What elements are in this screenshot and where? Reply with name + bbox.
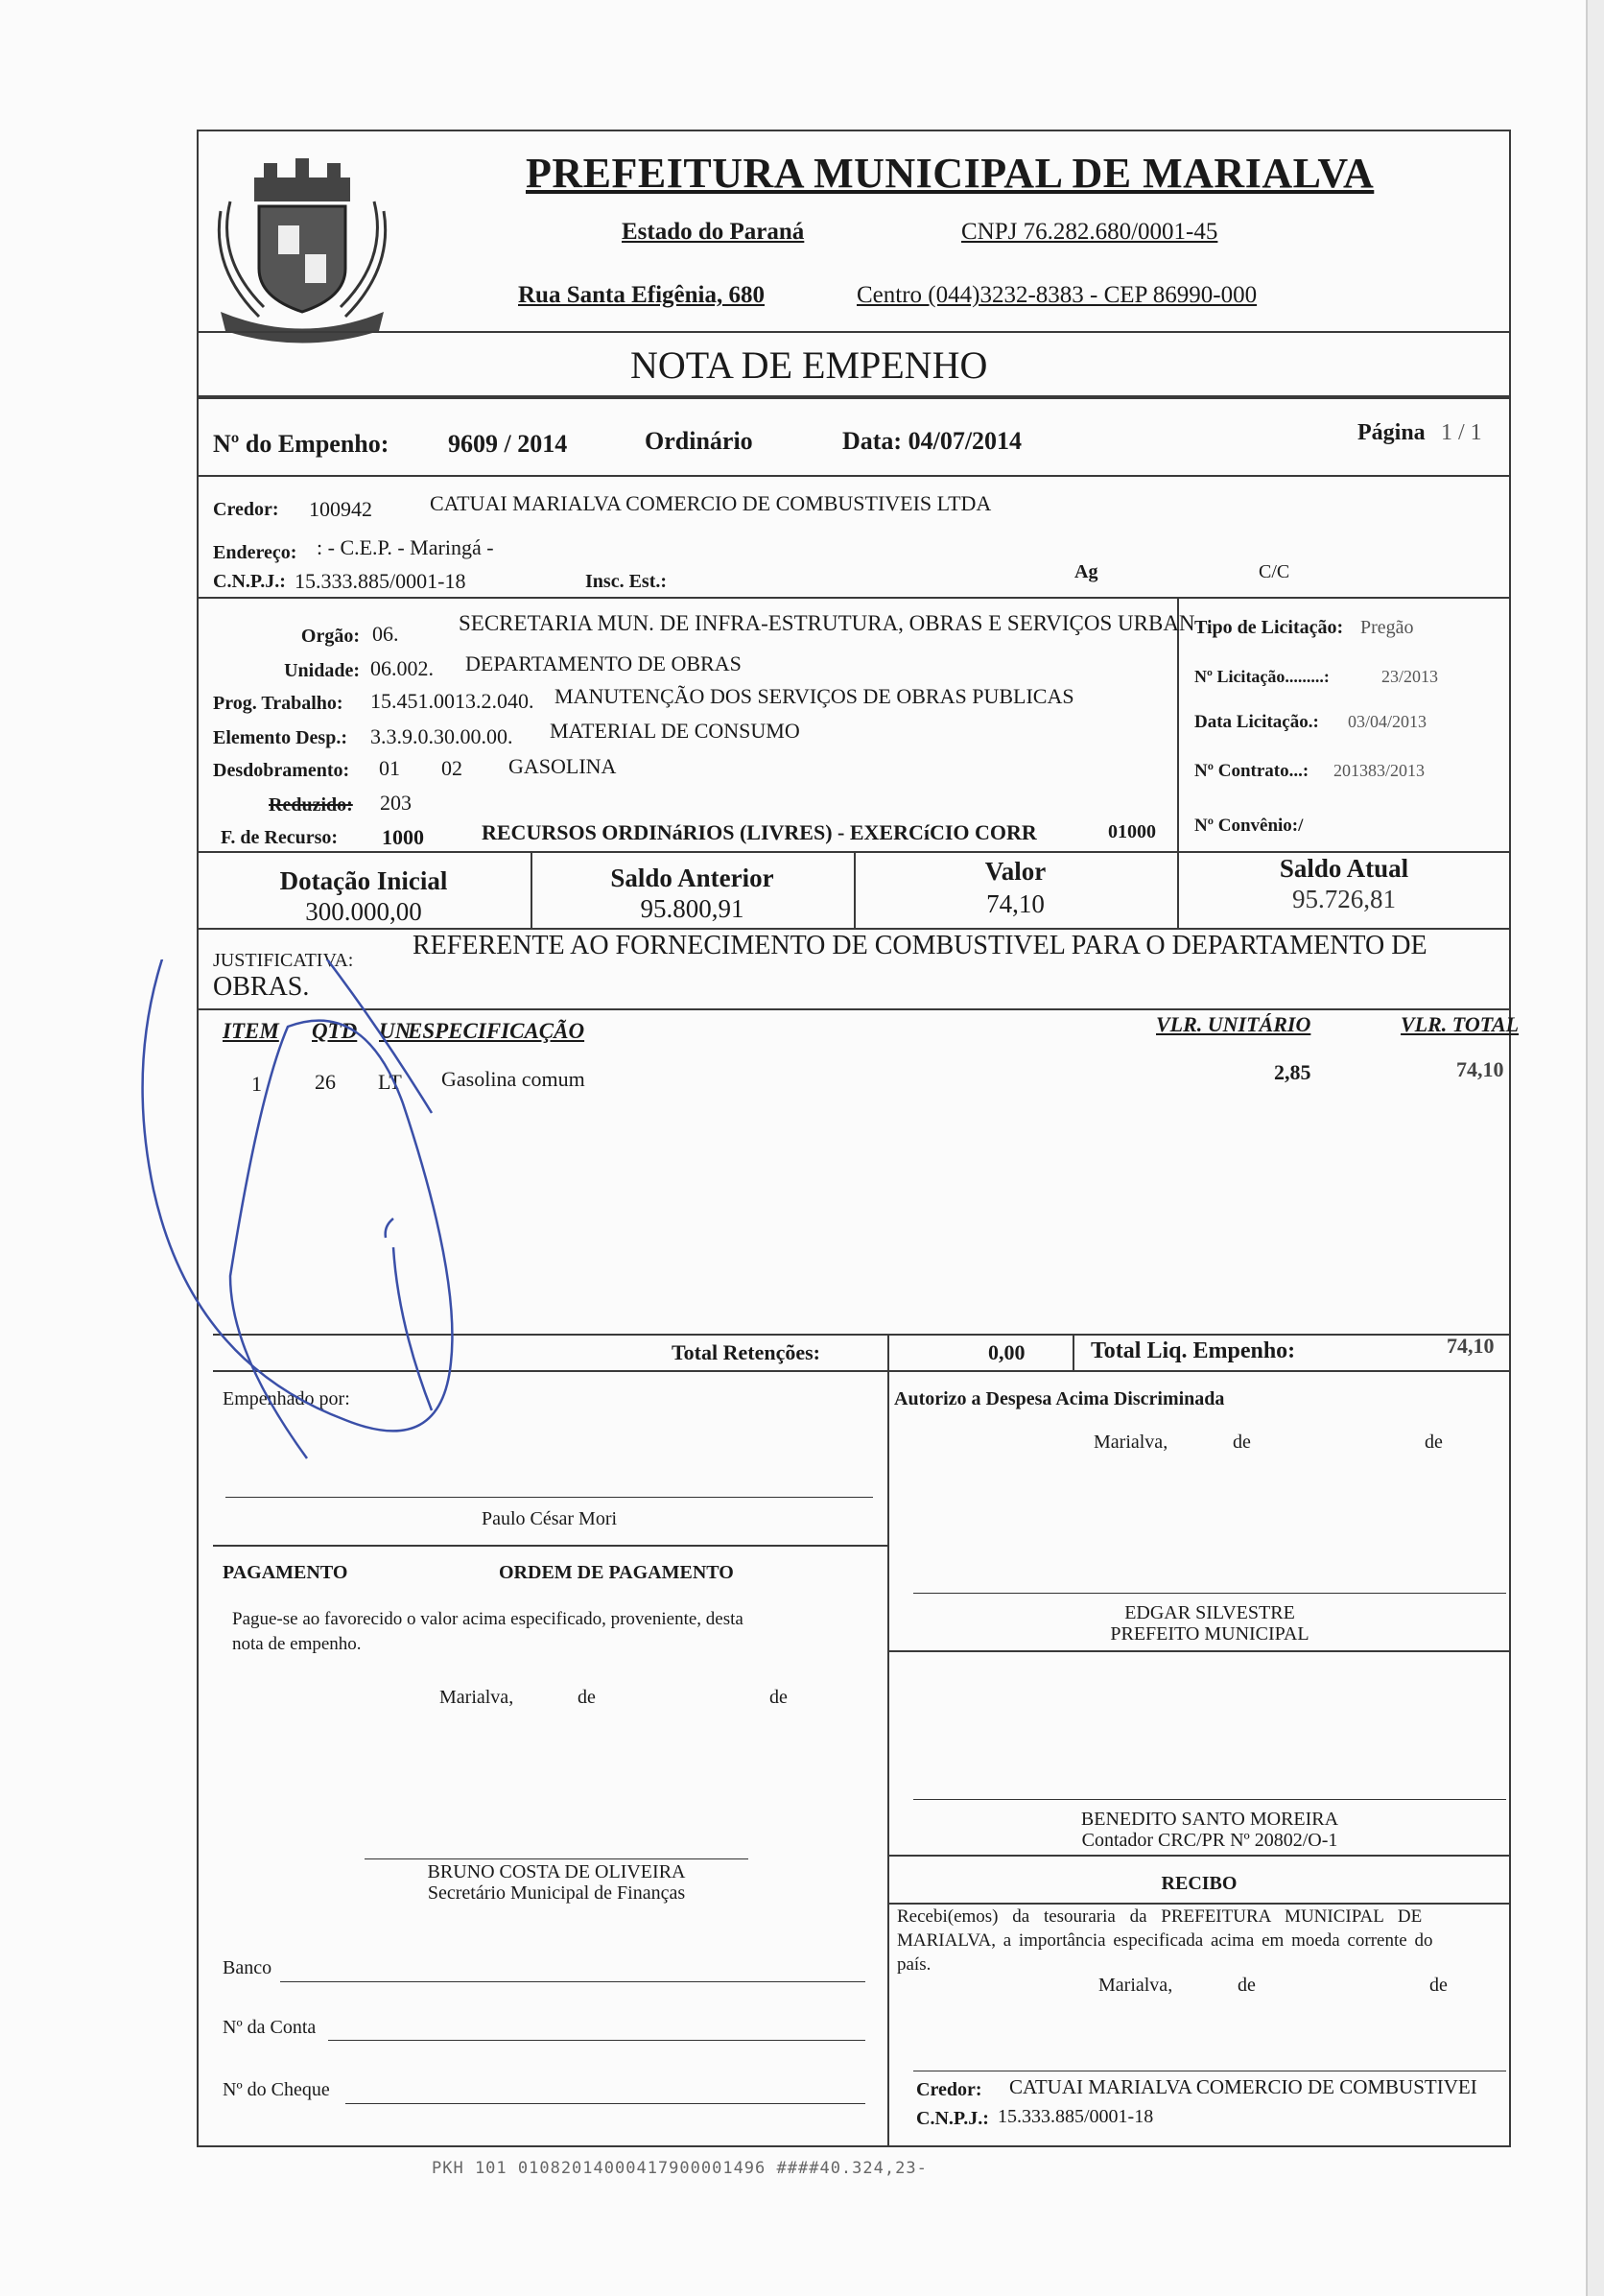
unidade-label: Unidade: — [284, 660, 360, 681]
contador-role: Contador CRC/PR Nº 20802/O-1 — [1081, 1830, 1338, 1851]
insc-est-label: Insc. Est.: — [585, 571, 668, 592]
secretario-name: BRUNO COSTA DE OLIVEIRA — [427, 1861, 686, 1882]
dotacao-inicial-value: 300.000,00 — [305, 897, 422, 926]
col-item-header: ITEM — [223, 1019, 279, 1043]
tipo-licitacao: Pregão — [1360, 617, 1414, 638]
prefeito-role: PREFEITO MUNICIPAL — [1110, 1623, 1309, 1645]
numero-convenio-label: Nº Convênio:/ — [1194, 816, 1304, 836]
credor-label: Credor: — [213, 499, 279, 520]
pagamento-de-2: de — [769, 1687, 788, 1708]
pagamento-text: Pague-se ao favorecido o valor acima especificado, proveniente, desta — [232, 1609, 743, 1629]
total-liquido-value: 74,10 — [1447, 1334, 1495, 1358]
elemento-desc: MATERIAL DE CONSUMO — [550, 719, 800, 743]
pagamento-text-2: nota de empenho. — [232, 1634, 362, 1654]
recibo-credor-label: Credor: — [916, 2079, 982, 2100]
row-unit: 2,85 — [1274, 1060, 1311, 1084]
row-spec: Gasolina comum — [441, 1067, 585, 1091]
numero-contrato-label: Nº Contrato...: — [1194, 761, 1309, 781]
justificativa-text: REFERENTE AO FORNECIMENTO DE COMBUSTIVEL PARA O DEPARTAMENTO DE — [413, 931, 1427, 960]
autorizo-de-2: de — [1425, 1432, 1443, 1453]
justificativa-text-2: OBRAS. — [213, 972, 310, 1002]
data-licitacao-label: Data Licitação.: — [1194, 712, 1319, 732]
autorizo-de-1: de — [1233, 1432, 1251, 1453]
desdobramento-b: 02 — [441, 756, 462, 780]
desdobramento-a: 01 — [379, 756, 400, 780]
page-label: Página — [1357, 420, 1426, 445]
row-total: 74,10 — [1456, 1057, 1504, 1081]
address-header: Rua Santa Efigênia, 680 — [518, 282, 765, 308]
valor-label: Valor — [984, 857, 1047, 886]
fonte-recurso-code: 01000 — [1108, 821, 1156, 842]
autorizo-place: Marialva, — [1094, 1432, 1168, 1453]
saldo-atual-value: 95.726,81 — [1292, 885, 1396, 913]
col-unit-header: VLR. UNITÁRIO — [1156, 1012, 1311, 1036]
document-title: NOTA DE EMPENHO — [630, 343, 988, 387]
orgao-code: 06. — [372, 622, 399, 646]
empenho-type: Ordinário — [645, 427, 753, 455]
recibo-de-2: de — [1429, 1975, 1448, 1996]
saldo-anterior-value: 95.800,91 — [640, 894, 744, 923]
recibo-place: Marialva, — [1098, 1975, 1173, 1996]
secretario-role: Secretário Municipal de Finanças — [427, 1882, 686, 1904]
dotacao-inicial-label: Dotação Inicial — [279, 866, 448, 895]
saldo-anterior-label: Saldo Anterior — [610, 864, 774, 892]
cheque-label: Nº do Cheque — [223, 2079, 330, 2100]
empenho-date: Data: 04/07/2014 — [842, 427, 1023, 455]
numero-licitacao: 23/2013 — [1381, 667, 1439, 686]
recibo-de-1: de — [1238, 1975, 1256, 1996]
elemento-label: Elemento Desp.: — [213, 727, 347, 748]
orgao-desc: SECRETARIA MUN. DE INFRA-ESTRUTURA, OBRAS E SERVIÇOS URBAN — [459, 611, 1195, 635]
recibo-text-2: MARIALVA, a importância especificada acima em moeda corrente do — [897, 1930, 1433, 1951]
unidade-code: 06.002. — [370, 656, 434, 680]
orgao-label: Orgão: — [300, 626, 360, 647]
bank-authentication-stamp: PKH 101 01082014000417900001496 ####40.324,23- — [432, 2159, 928, 2178]
total-retencoes-value: 0,00 — [988, 1340, 1026, 1364]
unidade-desc: DEPARTAMENTO DE OBRAS — [465, 651, 742, 675]
banco-field[interactable] — [280, 1981, 865, 1982]
total-liquido-label: Total Liq. Empenho: — [1091, 1338, 1296, 1363]
fonte-recurso-label: F. de Recurso: — [221, 827, 339, 848]
data-licitacao: 03/04/2013 — [1348, 712, 1427, 731]
cnpj-value: 15.333.885/0001-18 — [295, 569, 466, 593]
state-label: Estado do Paraná — [622, 219, 805, 245]
credor-code: 100942 — [309, 497, 372, 521]
prog-label: Prog. Trabalho: — [213, 693, 343, 714]
pagamento-de-1: de — [578, 1687, 596, 1708]
col-un-header: UN — [379, 1019, 412, 1043]
justificativa-label: JUSTIFICATIVA: — [213, 950, 354, 971]
empenhado-por-name: Paulo César Mori — [481, 1508, 618, 1529]
empenhado-por-label: Empenhado por: — [223, 1388, 350, 1409]
col-spec-header: ESPECIFICAÇÃO — [408, 1019, 585, 1043]
credor-name: CATUAI MARIALVA COMERCIO DE COMBUSTIVEIS LTDA — [430, 491, 992, 515]
col-total-header: VLR. TOTAL — [1401, 1012, 1520, 1036]
row-un: LT — [378, 1070, 402, 1094]
cnpj-label: C.N.P.J.: — [213, 571, 286, 592]
conta-label: Nº da Conta — [223, 2017, 317, 2038]
recibo-cnpj: 15.333.885/0001-18 — [998, 2106, 1154, 2127]
fonte-recurso-desc: RECURSOS ORDINáRIOS (LIVRES) - EXERCíCIO CORR — [482, 820, 1037, 844]
page-number: 1 / 1 — [1441, 420, 1482, 445]
conta-field[interactable] — [328, 2040, 865, 2041]
empenho-number-label: Nº do Empenho: — [213, 430, 389, 458]
cc-label: C/C — [1259, 561, 1290, 582]
reduzido-value: 203 — [380, 791, 412, 815]
recibo-text-3: país. — [897, 1954, 932, 1975]
recibo-credor-name: CATUAI MARIALVA COMERCIO DE COMBUSTIVEI — [1009, 2075, 1477, 2098]
autorizo-label: Autorizo a Despesa Acima Discriminada — [894, 1388, 1225, 1409]
endereco-label: Endereço: — [213, 542, 297, 563]
saldo-atual-label: Saldo Atual — [1279, 854, 1409, 883]
ag-label: Ag — [1074, 561, 1098, 582]
row-item: 1 — [251, 1072, 262, 1096]
reduzido-label: Reduzido: — [269, 794, 353, 816]
desdobramento-desc: GASOLINA — [508, 754, 617, 778]
desdobramento-label: Desdobramento: — [213, 760, 350, 781]
recibo-cnpj-label: C.N.P.J.: — [916, 2108, 989, 2129]
fonte-recurso: 1000 — [382, 825, 424, 849]
municipality-title: PREFEITURA MUNICIPAL DE MARIALVA — [526, 150, 1375, 197]
tipo-licitacao-label: Tipo de Licitação: — [1194, 617, 1344, 638]
pagamento-label: PAGAMENTO — [223, 1562, 348, 1583]
cnpj-header: CNPJ 76.282.680/0001-45 — [961, 219, 1218, 245]
banco-label: Banco — [223, 1957, 272, 1978]
col-qtd-header: QTD — [312, 1019, 358, 1043]
elemento-code: 3.3.9.0.30.00.00. — [370, 724, 513, 748]
recibo-text: Recebi(emos) da tesouraria da PREFEITURA MUNICIPAL DE — [897, 1906, 1423, 1927]
total-retencoes-label: Total Retenções: — [672, 1340, 820, 1364]
numero-licitacao-label: Nº Licitação.........: — [1194, 667, 1330, 686]
recibo-label: RECIBO — [1161, 1873, 1238, 1894]
valor-value: 74,10 — [986, 889, 1045, 918]
empenho-number: 9609 / 2014 — [448, 430, 568, 458]
prog-code: 15.451.0013.2.040. — [370, 689, 534, 713]
numero-contrato: 201383/2013 — [1333, 761, 1426, 780]
district-phone-header: Centro (044)3232-8383 - CEP 86990-000 — [857, 282, 1258, 308]
row-qtd: 26 — [315, 1070, 336, 1094]
prog-desc: MANUTENÇÃO DOS SERVIÇOS DE OBRAS PUBLICAS — [554, 684, 1074, 708]
cheque-field[interactable] — [345, 2103, 865, 2104]
pagamento-place: Marialva, — [439, 1687, 514, 1708]
contador-name: BENEDITO SANTO MOREIRA — [1080, 1809, 1339, 1830]
prefeito-name: EDGAR SILVESTRE — [1124, 1602, 1295, 1623]
endereco-value: : - C.E.P. - Maringá - — [317, 535, 494, 559]
ordem-pagamento-label: ORDEM DE PAGAMENTO — [499, 1562, 734, 1583]
